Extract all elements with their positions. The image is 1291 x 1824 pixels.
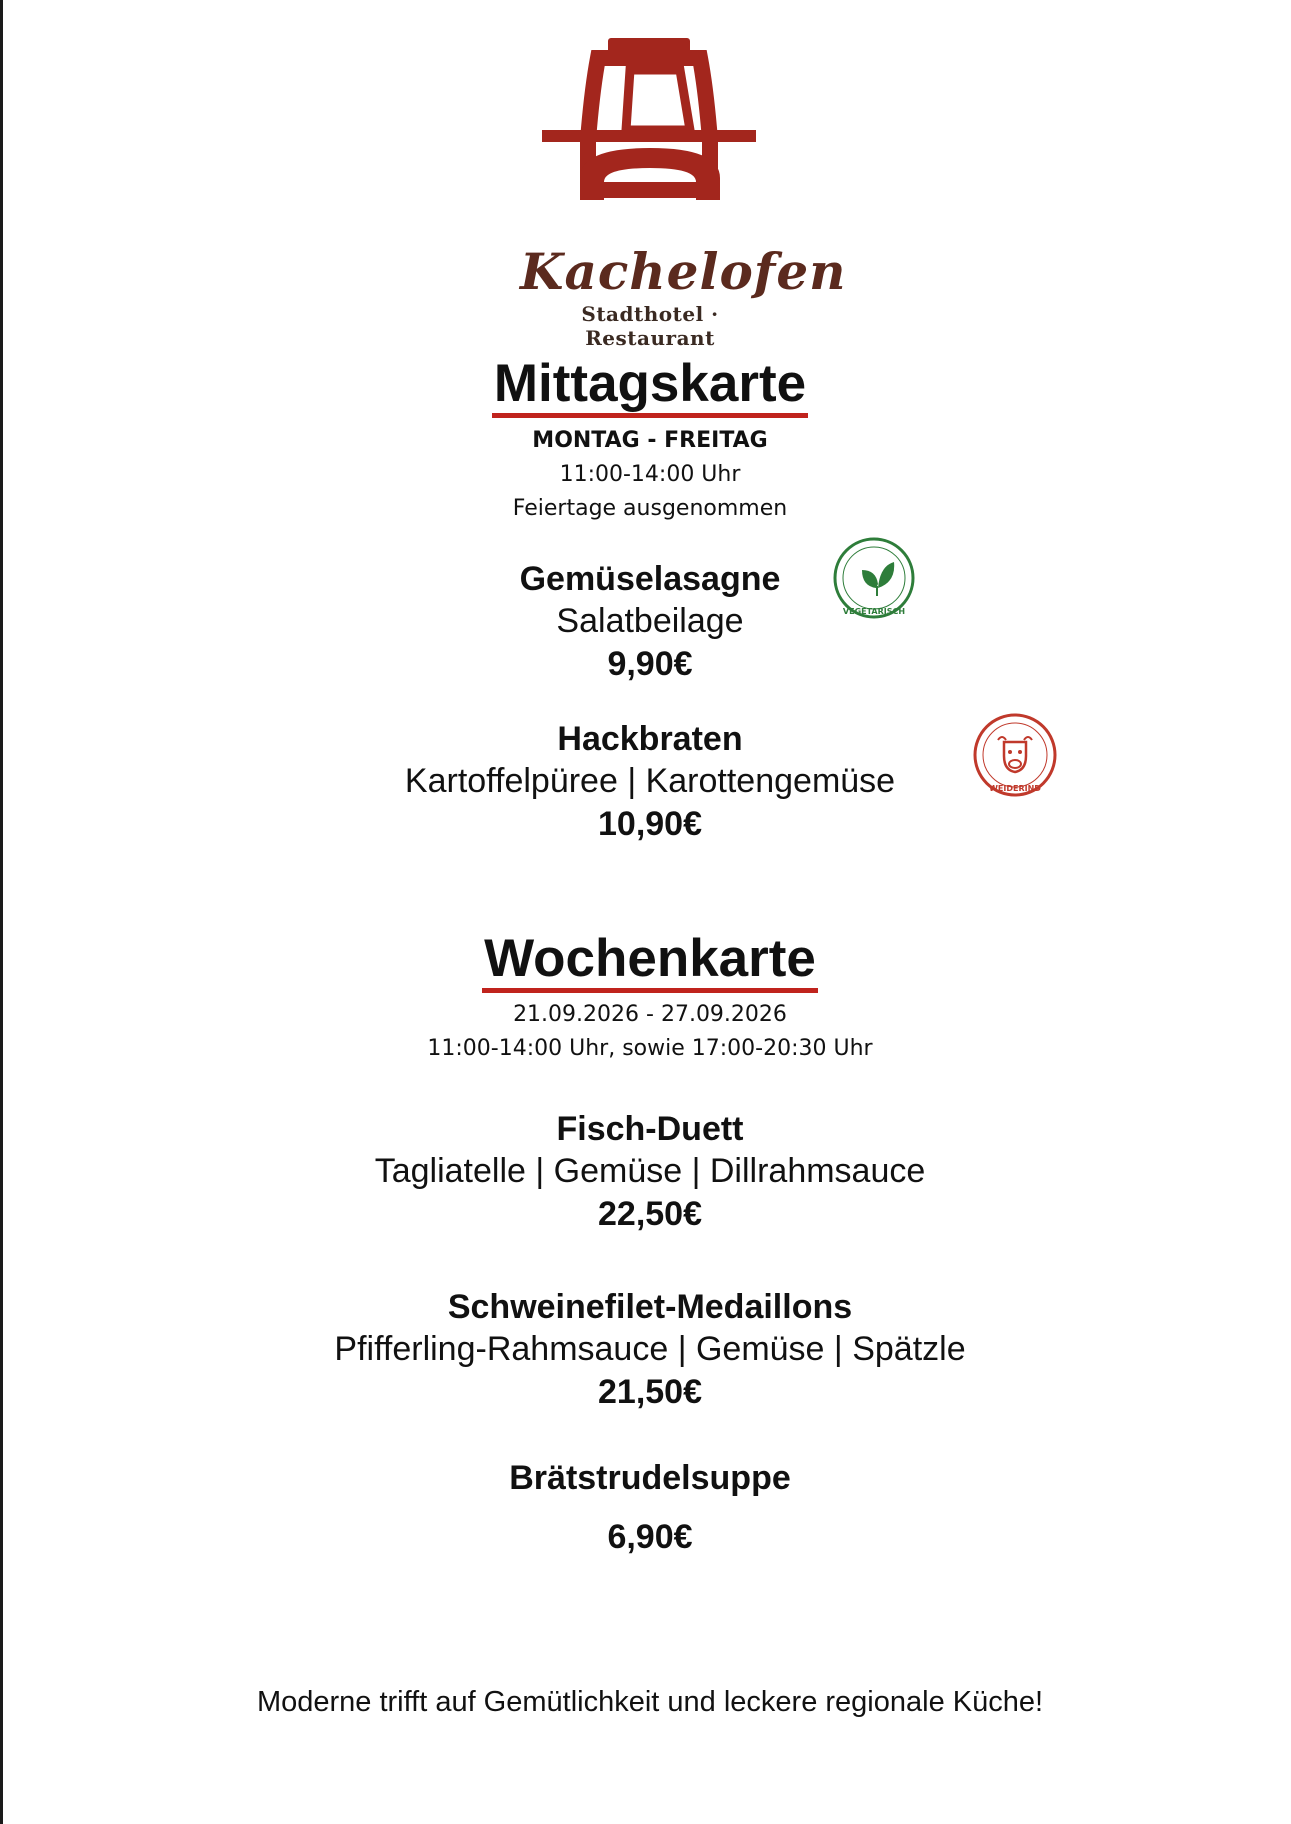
brand-subtitle: Stadthotel · Restaurant xyxy=(581,302,719,350)
weekly-hours: 11:00-14:00 Uhr, sowie 17:00-20:30 Uhr xyxy=(427,1036,873,1061)
footer xyxy=(0,1686,1291,1719)
lunch-dish-2 xyxy=(0,718,1291,846)
pasture-beef-badge-label: WEIDERIND xyxy=(989,784,1041,793)
weekly-dish-2 xyxy=(0,1286,1291,1414)
pasture-beef-badge xyxy=(972,712,1058,803)
lunch-days: MONTAG - FREITAG xyxy=(532,428,768,453)
dish-price: 9,90€ xyxy=(607,645,693,683)
vegetarian-badge-label: VEGETARISCH xyxy=(842,607,906,616)
dish-description: Pfifferling-Rahmsauce | Gemüse | Spätzle xyxy=(334,1330,966,1368)
dish-description: Salatbeilage xyxy=(556,602,744,640)
restaurant-logo xyxy=(520,30,847,350)
lunch-hours: 11:00-14:00 Uhr xyxy=(559,462,741,487)
lunch-meta xyxy=(0,424,1291,526)
weekly-title: Wochenkarte xyxy=(482,930,818,993)
dish-price: 10,90€ xyxy=(598,805,702,843)
weekly-meta xyxy=(0,998,1291,1066)
weekly-dish-1 xyxy=(0,1108,1291,1236)
footer-tagline: Moderne trifft auf Gemütlichkeit und leckere regionale Küche! xyxy=(256,1686,1044,1718)
dish-price: 21,50€ xyxy=(598,1373,702,1411)
dish-name: Schweinefilet-Medaillons xyxy=(447,1288,853,1326)
dish-name: Hackbraten xyxy=(557,720,743,758)
vegetarian-badge xyxy=(832,536,916,625)
brand-name: Kachelofen xyxy=(520,242,847,301)
dish-price: 22,50€ xyxy=(598,1195,702,1233)
weekly-dish-3 xyxy=(0,1457,1291,1499)
dish-price: 6,90€ xyxy=(607,1518,693,1556)
weekly-dates: 21.09.2026 - 27.09.2026 xyxy=(513,1002,787,1027)
lunch-header xyxy=(0,355,1291,418)
lunch-note: Feiertage ausgenommen xyxy=(512,496,788,521)
cow-icon xyxy=(972,712,1058,798)
lunch-dish-1 xyxy=(0,558,1291,686)
dish-name: Brätstrudelsuppe xyxy=(509,1459,791,1497)
leaf-icon xyxy=(832,536,916,620)
dish-description: Kartoffelpüree | Karottengemüse xyxy=(404,762,896,800)
weekly-header xyxy=(0,930,1291,993)
oven-logo-icon xyxy=(520,30,780,240)
lunch-title: Mittagskarte xyxy=(492,355,808,418)
dish-description: Tagliatelle | Gemüse | Dillrahmsauce xyxy=(374,1152,926,1190)
weekly-dish-3-price-row xyxy=(0,1516,1291,1559)
dish-name: Gemüselasagne xyxy=(519,560,781,598)
dish-name: Fisch-Duett xyxy=(556,1110,744,1148)
